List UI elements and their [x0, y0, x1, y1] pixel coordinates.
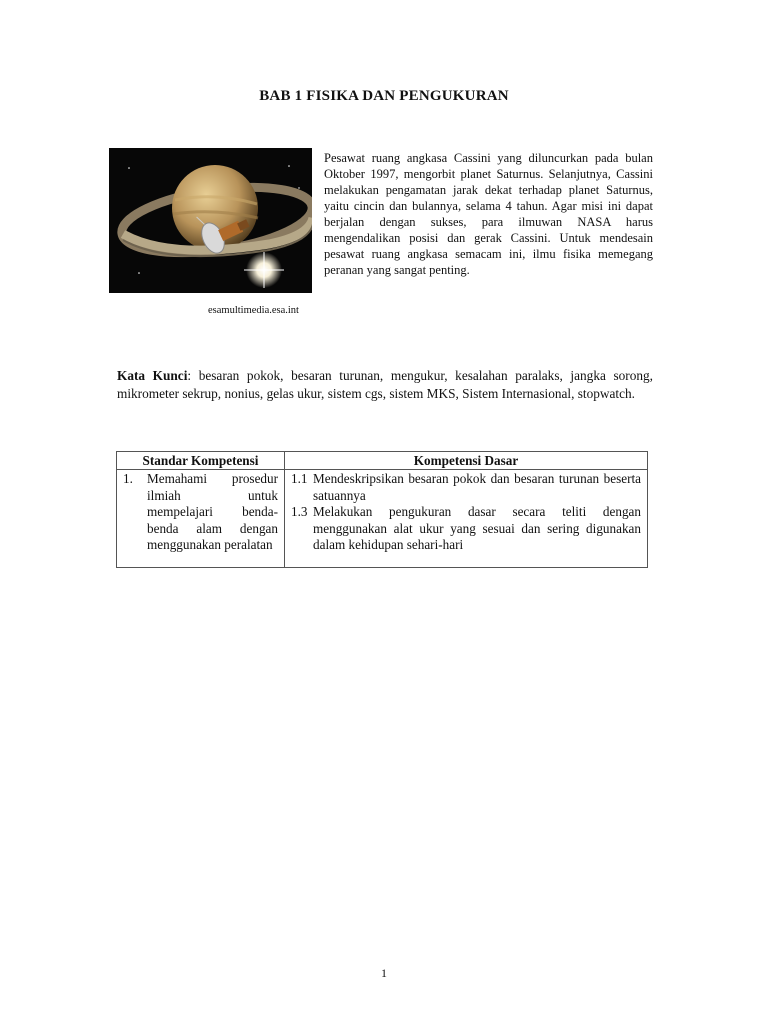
- standar-cell: [117, 470, 285, 568]
- keywords-label: Kata Kunci: [117, 368, 188, 383]
- competency-table: [116, 451, 648, 568]
- image-caption: esamultimedia.esa.int: [208, 305, 299, 316]
- dasar-item: [291, 471, 641, 504]
- intro-paragraph: Pesawat ruang angkasa Cassini yang diluncurkan pada bulan Oktober 1997, mengorbit planet Saturnus. Selanjutnya, Cassini melakukan pengamatan jarak dekat terhadap planet Saturnus, yaitu cincin dan bulannya, selama 4 tahun. Agar misi ini dapat berjalan dengan sukses, para ilmuwan NASA harus mengendalikan posisi dan gerak Cassini. Untuk mendesain pesawat ruang angkasa semacam ini, ilmu fisika memegang peranan yang sangat penting.: [324, 151, 653, 277]
- table-header-row: [117, 452, 648, 470]
- standar-number: 1.: [123, 471, 133, 486]
- keywords-text: : besaran pokok, besaran turunan, mengukur, kesalahan paralaks, jangka sorong, mikrometer sekrup, nonius, gelas ukur, sistem cgs, sistem MKS, Sistem Internasional, stopwatch.: [117, 368, 653, 401]
- dasar-cell: [285, 470, 648, 568]
- dasar-item: [291, 504, 641, 554]
- header-kompetensi-dasar: Kompetensi Dasar: [285, 452, 648, 470]
- header-standar-kompetensi: Standar Kompetensi: [117, 452, 285, 470]
- page-title: BAB 1 FISIKA DAN PENGUKURAN: [259, 88, 509, 104]
- keywords-paragraph: [117, 367, 653, 403]
- dasar-text: Mendeskripsikan besaran pokok dan besaran turunan beserta satuannya: [313, 471, 641, 503]
- dasar-number: 1.1: [291, 471, 308, 486]
- table-row: [117, 470, 648, 568]
- standar-item: [123, 471, 278, 554]
- standar-text: Memahami prosedur ilmiah untuk mempelajari benda-benda alam dengan menggunakan peralatan: [147, 471, 278, 552]
- dasar-number: 1.3: [291, 504, 308, 519]
- dasar-text: Melakukan pengukuran dasar secara teliti dengan menggunakan alat ukur yang sesuai dan sering digunakan dalam kehidupan sehari-hari: [313, 504, 641, 552]
- cassini-saturn-image: [109, 148, 312, 293]
- page-number: 1: [381, 966, 387, 980]
